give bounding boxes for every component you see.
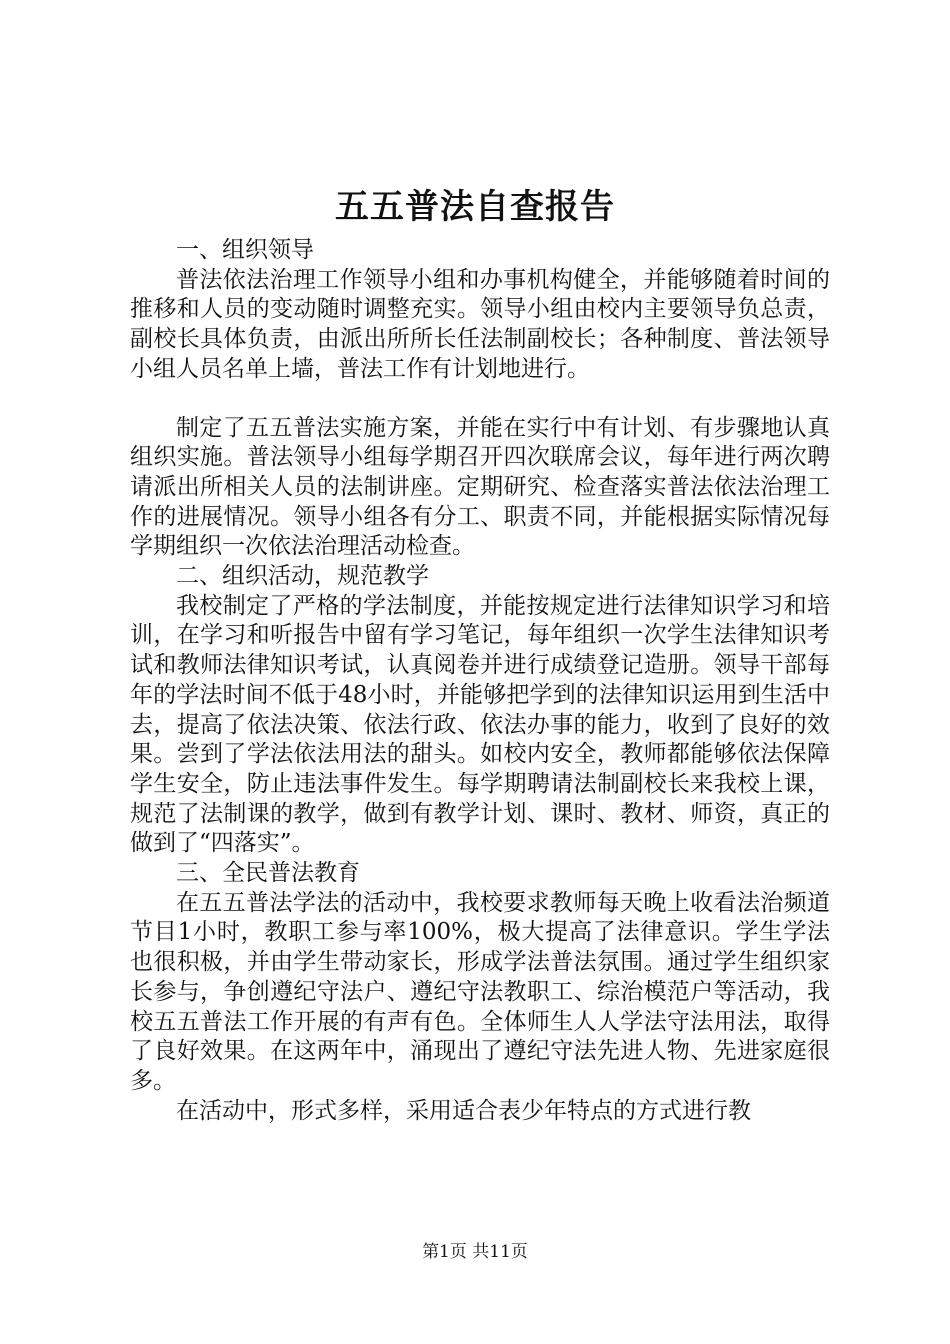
document-title: 五五普法自查报告 [335,187,615,227]
paragraph: 制定了五五普法实施方案，并能在实行中有计划、有步骤地认真组织实施。普法领导小组每学期召开四次联席会议，每年进行两次聘请派出所相关人员的法制讲座。定期研究、检查落实普法依法治理工作的进展情况。领导小组各有分工、职责不同，并能根据实际情况每学期组织一次依法治理活动检查。 [130,414,830,560]
paragraph: 我校制定了严格的学法制度，并能按规定进行法律知识学习和培训，在学习和听报告中留有学习笔记，每年组织一次学生法律知识考试和教师法律知识考试，认真阅卷并进行成绩登记造册。领导干部每年的学法时间不低于48小时，并能够把学到的法律知识运用到生活中去，提高了依法决策、依法行政、依法办事的能力，收到了良好的效果。尝到了学法依法用法的甜头。如校内安全，教师都能够依法保障学生安全，防止违法事件发生。每学期聘请法制副校长来我校上课，规范了法制课的教学，做到有教学计划、课时、教材、师资，真正的做到了“四落实”。 [130,592,830,857]
page-footer: 第1页 共11页 [422,1242,528,1262]
section-heading-2: 二、组织活动，规范教学 [176,563,429,590]
paragraph: 在五五普法学法的活动中，我校要求教师每天晚上收看法治频道节目1小时，教职工参与率100%，极大提高了法律意识。学生学法也很积极，并由学生带动家长，形成学法普法氛围。通过学生组织家长参与，争创遵纪守法户、遵纪守法教职工、综治模范户等活动，我校五五普法工作开展的有声有色。全体师生人人学法守法用法，取得了良好效果。在这两年中，涌现出了遵纪守法先进人物、先进家庭很多。 [130,889,830,1094]
document-body [130,236,830,1126]
section-heading-1: 一、组织领导 [176,237,314,263]
paragraph: 在活动中，形式多样，采用适合表少年特点的方式进行教 [176,1097,751,1124]
paragraph: 普法依法治理工作领导小组和办事机构健全，并能够随着时间的推移和人员的变动随时调整充实。领导小组由校内主要领导负总责，副校长具体负责，由派出所所长任法制副校长；各种制度、普法领导小组人员名单上墙，普法工作有计划地进行。 [130,266,830,382]
section-heading-3: 三、全民普法教育 [176,860,360,887]
